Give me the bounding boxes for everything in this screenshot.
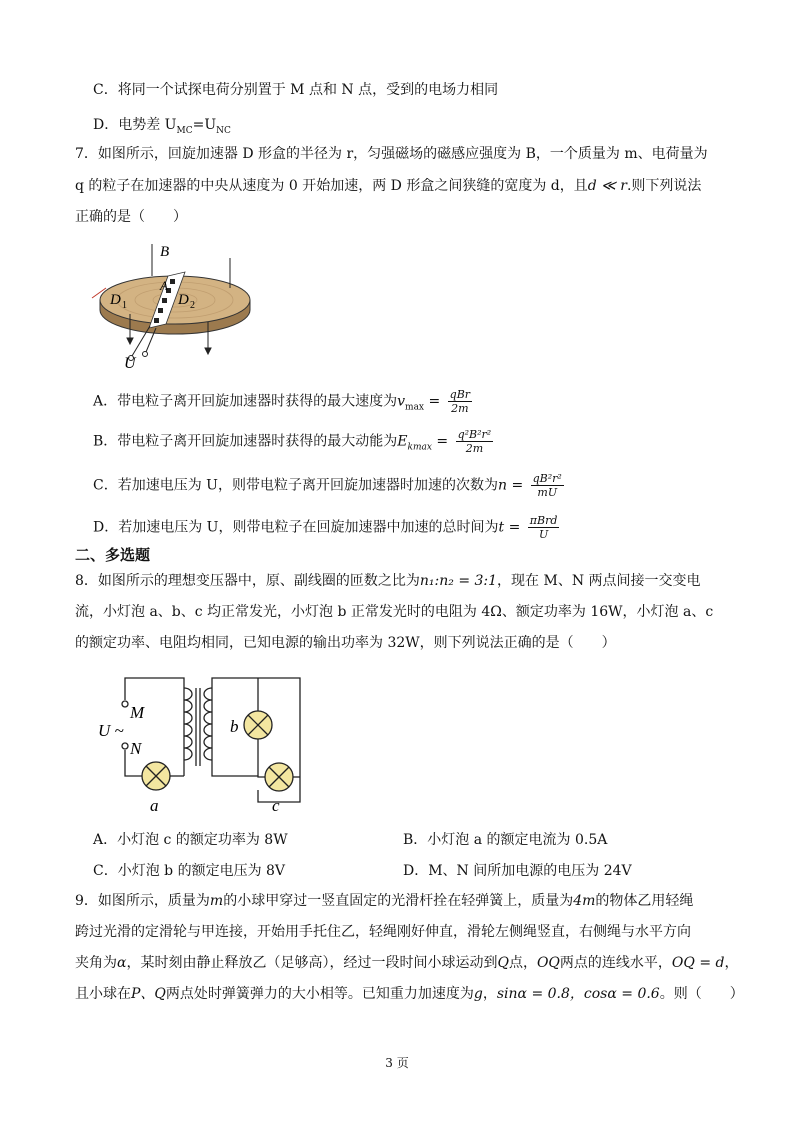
q9-line3g: 两点的连线水平， <box>559 955 672 971</box>
q7-option-d-den: U <box>538 528 549 541</box>
q7-option-c-num: qB²r² <box>532 472 562 485</box>
q8-option-a: A．小灯泡 c 的额定功率为 8W <box>93 832 288 848</box>
q6-option-d-sub2: NC <box>216 125 231 136</box>
q7-option-d-fraction <box>528 514 560 541</box>
label-d2: D <box>178 292 189 308</box>
q6-option-d-sub1: MC <box>176 125 193 136</box>
q9-line4a: 且小球在 <box>75 986 131 1002</box>
q9-line3a: 夹角为 <box>75 955 117 971</box>
label-a: A <box>160 278 168 293</box>
label-lamp-c: c <box>272 796 280 815</box>
lamp-c <box>265 763 293 791</box>
q7-option-a: A．带电粒子离开回旋加速器时获得的最大速度为$v_{max}$ = $\frac{\text{qBr}}{2m}$ <box>93 388 471 415</box>
q7-option-b-fraction <box>456 428 494 455</box>
q7-option-b-var: E <box>397 433 408 450</box>
label-b: B <box>160 244 170 260</box>
q7-option-a-fraction <box>448 388 472 415</box>
q9-line1e: 的物体乙用轻绳 <box>595 893 694 909</box>
q9-stem-line1 <box>75 891 693 911</box>
q7-option-a-sub: max <box>405 402 425 413</box>
q7-option-d-num: πBrd <box>529 514 558 527</box>
q7-option-b: B．带电粒子离开回旋加速器时获得的最大动能为$E_{kmax}$ = $\frac{\text{q²B²r²}}{2m}$ <box>93 428 492 455</box>
q9-line4e: ， <box>482 986 497 1002</box>
label-m: M <box>130 703 145 722</box>
q9-line4d: g <box>473 986 483 1002</box>
primary-coil <box>184 688 192 762</box>
q6-option-d-text: D．电势差 U <box>93 117 177 133</box>
q9-line3e: 点， <box>508 955 537 971</box>
q9-line3d: Q <box>497 955 509 971</box>
q9-line1d: 4m <box>573 893 596 909</box>
q9-line4f: sinα = 0.8，cosα = 0.6 <box>496 986 660 1002</box>
q7-option-b-text: B．带电粒子离开回旋加速器时获得的最大动能为 <box>93 433 398 450</box>
transformer-circuit-figure <box>92 666 312 816</box>
label-lamp-b: b <box>230 717 239 736</box>
q7-option-b-num: q²B²r² <box>457 428 492 441</box>
label-d1: D <box>110 292 121 308</box>
q7-stem-line3: 正确的是（ ） <box>75 209 187 225</box>
q8-stem-line3: 的额定功率、电阻均相同，已知电源的输出功率为 32W，则下列说法正确的是（ ） <box>75 635 616 651</box>
lamp-a <box>142 762 170 790</box>
q9-line4c: 两点处时弹簧弹力的大小相等。已知重力加速度为 <box>165 986 474 1002</box>
q7-option-c-var: n <box>497 477 507 494</box>
q8-option-d: D．M、N 间所加电源的电压为 24V <box>403 863 632 879</box>
q7-stem-line2 <box>75 176 701 196</box>
q7-option-d: D．若加速电压为 U，则带电粒子在回旋加速器中加速的总时间为t = $\frac{\text{πBrd}}{U}$ <box>93 514 558 541</box>
q9-line1c: 的小球甲穿过一竖直固定的光滑杆拴在轻弹簧上，质量为 <box>223 893 574 909</box>
q7-option-b-den: 2m <box>465 442 484 455</box>
page-number: 3 页 <box>385 1056 409 1070</box>
q9-stem-line4 <box>75 984 744 1004</box>
q6-option-d-eq: =U <box>192 117 217 133</box>
q9-line3h: OQ = d <box>671 955 725 971</box>
q7-option-d-text: D．若加速电压为 U，则带电粒子在回旋加速器中加速的总时间为 <box>93 519 499 536</box>
q7-option-c-text: C．若加速电压为 U，则带电粒子离开回旋加速器时加速的次数为 <box>93 477 498 494</box>
q9-line3i: ， <box>724 955 739 971</box>
q7-option-a-num: qBr <box>449 388 471 401</box>
label-u-ac: U ~ <box>98 721 124 740</box>
q8-stem-line1a: 8．如图所示的理想变压器中，原、副线圈的匝数之比为 <box>75 573 420 589</box>
label-n: N <box>130 739 142 758</box>
q7-option-c-fraction <box>531 472 564 499</box>
q8-stem-line1c: ，现在 M、N 两点间接一交变电 <box>497 573 701 589</box>
q8-option-b: B．小灯泡 a 的额定电流为 0.5A <box>403 832 608 848</box>
q7-option-a-var: v <box>397 393 406 410</box>
q6-option-d <box>93 115 231 141</box>
label-lamp-a: a <box>150 796 159 815</box>
q9-line1a: 9．如图所示，质量为 <box>75 893 210 909</box>
transformer-core <box>196 688 200 766</box>
q9-line4g: 。则（ ） <box>659 986 744 1002</box>
secondary-coil <box>204 688 212 762</box>
q9-stem-line2: 跨过光滑的定滑轮与甲连接，开始用手托住乙，轻绳刚好伸直，滑轮左侧绳竖直，右侧绳与水平方向 <box>75 924 691 940</box>
q7-option-a-den: 2m <box>451 402 469 415</box>
q9-line3c: ，某时刻由静止释放乙（足够高），经过一段时间小球运动到 <box>126 955 498 971</box>
q8-option-c: C．小灯泡 b 的额定电压为 8V <box>93 863 286 879</box>
q7-stem-line2c: .则下列说法 <box>626 178 702 194</box>
primary-circuit <box>122 678 184 776</box>
label-d1-sub: 1 <box>122 300 127 311</box>
q7-option-b-sub: kmax <box>407 442 432 453</box>
q7-stem-line1: 7．如图所示，回旋加速器 D 形盒的半径为 r，匀强磁场的磁感应强度为 B，一个质量为 m、电荷量为 <box>75 146 708 162</box>
q8-stem-line2: 流，小灯泡 a、b、c 均正常发光，小灯泡 b 正常发光时的电阻为 4Ω、额定功率为 16W，小灯泡 a、c <box>75 604 714 620</box>
label-d2-sub: 2 <box>190 300 195 311</box>
q9-line1b: m <box>209 893 224 909</box>
lamp-b <box>244 711 272 739</box>
q7-option-a-text: A．带电粒子离开回旋加速器时获得的最大速度为 <box>93 393 398 410</box>
cyclotron-figure <box>90 238 260 370</box>
q9-stem-line3 <box>75 953 738 973</box>
section-title-multi-choice: 二、多选题 <box>75 546 151 564</box>
q8-stem-line1 <box>75 571 701 591</box>
label-u: U <box>124 355 136 370</box>
q9-line3f: OQ <box>536 955 560 971</box>
q8-turns-ratio: n₁:n₂ = 3:1 <box>419 573 498 589</box>
q9-line3b: α <box>117 955 127 971</box>
q6-option-c: C．将同一个试探电荷分别置于 M 点和 N 点，受到的电场力相同 <box>93 82 499 98</box>
q7-option-c: C．若加速电压为 U，则带电粒子离开回旋加速器时加速的次数为n = $\frac{\text{qB²r²}}{mU}$ <box>93 472 562 499</box>
q7-option-d-var: t <box>498 519 505 536</box>
q7-stem-line2a: q 的粒子在加速器的中央从速度为 0 开始加速，两 D 形盒之间狭缝的宽度为 d，且 <box>75 178 588 194</box>
q7-condition: d ≪ r <box>587 178 627 194</box>
q9-line4b: P、Q <box>131 986 166 1002</box>
q7-option-c-den: mU <box>537 486 558 499</box>
